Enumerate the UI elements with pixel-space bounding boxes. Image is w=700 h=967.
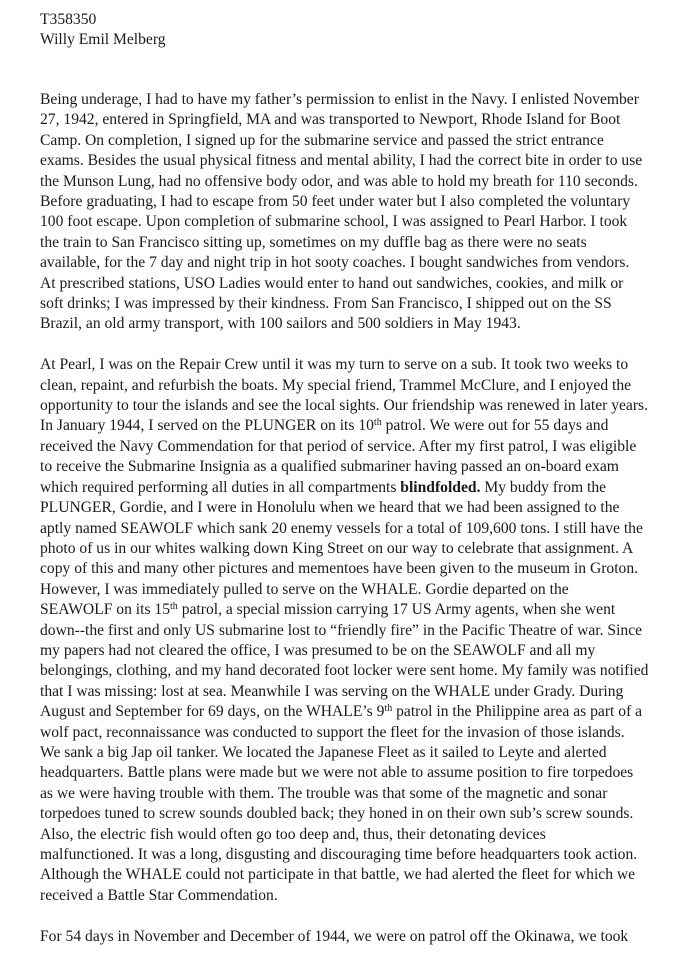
text-line: received a Battle Star Commendation.: [40, 886, 278, 904]
text-line: the Munson Lung, had no offensive body odor, and was able to hold my breath for 110 seconds.: [40, 172, 638, 190]
text-line: However, I was immediately pulled to serve on the WHALE. Gordie departed on the: [40, 580, 569, 598]
paragraph: [40, 355, 680, 906]
paragraph: [40, 927, 680, 947]
text-line: 27, 1942, entered in Springfield, MA and was transported to Newport, Rhode Island for Boot: [40, 111, 621, 129]
text-line: aptly named SEAWOLF which sank 20 enemy vessels for a total of 109,600 tons. I still have the: [40, 519, 643, 537]
bold-text: blindfolded.: [400, 478, 481, 496]
superscript: th: [384, 703, 393, 715]
text-line: malfunctioned. It was a long, disgusting and discouraging time before headquarters took action.: [40, 846, 638, 864]
superscript: th: [170, 601, 178, 613]
text-line: available, for the 7 day and night trip in hot sooty coaches. I bought sandwiches from vendors.: [40, 254, 630, 272]
text-line: photo of us in our whites walking down King Street on our way to celebrate that assignment. A: [40, 539, 634, 557]
text-line: Although the WHALE could not participate in that battle, we had alerted the fleet for which we: [40, 866, 636, 884]
text-line: opportunity to tour the islands and see the local sights. Our friendship was renewed in later years.: [40, 397, 649, 415]
text-line: In January 1944, I served on the PLUNGER on its 10th patrol. We were out for 55 days and: [40, 417, 609, 435]
text-line: SEAWOLF on its 15th patrol, a special mission carrying 17 US Army agents, when she went: [40, 601, 616, 619]
text-line: soft drinks; I was impressed by their kindness. From San Francisco, I shipped out on the SS: [40, 295, 612, 313]
text-line: At prescribed stations, USO Ladies would enter to hand out sandwiches, cookies, and milk or: [40, 274, 624, 292]
text-line: exams. Besides the usual physical fitness and mental ability, I had the correct bite in order to use: [40, 152, 643, 170]
text-line: We sank a big Jap oil tanker. We located the Japanese Fleet as it sailed to Leyte and alerted: [40, 743, 607, 761]
author-name: Willy Emil Melberg: [40, 31, 166, 49]
document-id: T358350: [40, 11, 97, 28]
text-line: that I was missing: lost at sea. Meanwhile I was serving on the WHALE under Grady. During: [40, 682, 624, 700]
text-line: belongings, clothing, and my hand decorated foot locker were sent home. My family was notified: [40, 662, 649, 680]
text-line: Being underage, I had to have my father’s permission to enlist in the Navy. I enlisted November: [40, 91, 639, 108]
superscript: th: [373, 417, 382, 429]
text-line: copy of this and many other pictures and mementoes have been given to the museum in Groton.: [40, 560, 639, 578]
text-line: 100 foot escape. Upon completion of submarine school, I was assigned to Pearl Harbor. I took: [40, 213, 628, 231]
text-line: as we were having trouble with them. The trouble was that some of the magnetic and sonar: [40, 784, 608, 802]
text-line: my papers had not cleared the office, I was presumed to be on the SEAWOLF and all my: [40, 641, 596, 659]
text-line: headquarters. Battle plans were made but we were not able to assume position to fire torpedoes: [40, 764, 634, 782]
text-line: Camp. On completion, I signed up for the submarine service and passed the strict entrance: [40, 131, 604, 149]
text-line: received the Navy Commendation for that period of service. After my first patrol, I was eligible: [40, 437, 637, 455]
text-line: to receive the Submarine Insignia as a qualified submariner having passed an on-board exam: [40, 458, 619, 476]
text-line: PLUNGER, Gordie, and I were in Honolulu when we heard that we had been assigned to the: [40, 499, 620, 517]
text-line: Brazil, an old army transport, with 100 sailors and 500 soldiers in May 1943.: [40, 315, 521, 333]
text-line: At Pearl, I was on the Repair Crew until it was my turn to serve on a sub. It took two weeks to: [40, 356, 629, 374]
text-line: Before graduating, I had to escape from 50 feet under water but I also completed the voluntary: [40, 193, 631, 211]
text-line: August and September for 69 days, on the WHALE’s 9th patrol in the Philippine area as part of a: [40, 703, 643, 721]
text-line: which required performing all duties in all compartments blindfolded. My buddy from the: [40, 478, 607, 496]
text-line: clean, repaint, and refurbish the boats. My special friend, Trammel McClure, and I enjoyed the: [40, 376, 632, 394]
text-line: the train to San Francisco sitting up, sometimes on my duffle bag as there were no seats: [40, 233, 587, 251]
text-line: down--the first and only US submarine lost to “friendly fire” in the Pacific Theatre of war. Since: [40, 621, 643, 639]
text-line: Also, the electric fish would often go too deep and, thus, their detonating devices: [40, 825, 546, 843]
text-line: torpedoes tuned to screw sounds doubled back; they honed in on their own sub’s screw sounds.: [40, 805, 634, 823]
document-header: [40, 10, 166, 51]
text-line: For 54 days in November and December of 1944, we were on patrol off the Okinawa, we took: [40, 927, 629, 945]
paragraph: [40, 90, 680, 335]
text-line: wolf pact, reconnaissance was conducted to support the fleet for the invasion of those islands.: [40, 723, 625, 741]
document-body: [40, 90, 680, 967]
